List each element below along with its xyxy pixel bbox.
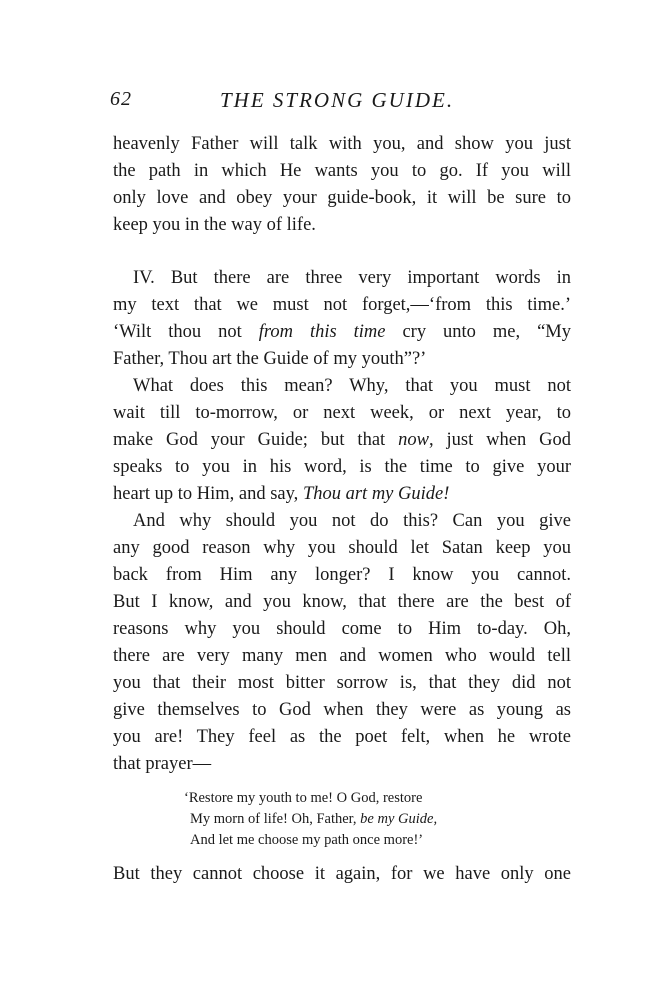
body-text — [113, 131, 571, 888]
text-line: And why should you not do this? Can you give — [133, 511, 571, 531]
text-line — [113, 319, 571, 346]
final-text-line: But they cannot choose it again, for we have only one — [113, 864, 571, 884]
text-line: give themselves to God when they were as young as — [113, 700, 571, 720]
text-line: wait till to-morrow, or next week, or next year, to — [113, 403, 571, 423]
verse-line: And let me choose my path once more!’ — [190, 832, 424, 848]
paragraph-4 — [113, 508, 571, 778]
text-line: heavenly Father will talk with you, and show you just — [113, 134, 571, 154]
text-line: back from Him any longer? I know you cannot. — [113, 565, 571, 585]
page-header — [110, 88, 580, 118]
text-run: cry unto me, “My — [385, 322, 571, 342]
text-line: my text that we must not forget,—‘from this time.’ — [113, 295, 571, 315]
text-line: the path in which He wants you to go. If you will — [113, 161, 571, 181]
text-line: you that their most bitter sorrow is, that they did not — [113, 673, 571, 693]
text-run: My morn of life! Oh, Father, — [190, 811, 361, 827]
text-line: keep you in the way of life. — [113, 215, 316, 235]
text-line: only love and obey your guide-book, it will be sure to — [113, 188, 571, 208]
verse-quotation — [184, 788, 571, 851]
text-run: heart up to Him, and say, — [113, 484, 303, 504]
running-head: THE STRONG GUIDE. — [220, 88, 455, 112]
verse-line: ‘Restore my youth to me! O God, restore — [184, 790, 423, 806]
text-line: speaks to you in his word, is the time to give your — [113, 457, 571, 477]
italic-phrase: from this time — [258, 322, 386, 342]
text-line: any good reason why you should let Satan keep you — [113, 538, 571, 558]
text-run: make God your Guide; but that — [113, 430, 399, 450]
text-line — [113, 481, 571, 508]
page-number: 62 — [110, 88, 132, 110]
paragraph-1 — [113, 131, 571, 239]
text-line: But I know, and you know, that there are the best of — [113, 592, 571, 612]
paragraph-2 — [113, 265, 571, 373]
text-run: , just when God — [428, 430, 571, 450]
text-line: Father, Thou art the Guide of my youth”?’ — [113, 349, 427, 369]
text-line: IV. But there are three very important words in — [133, 268, 571, 288]
text-line: you are! They feel as the poet felt, when he wrote — [113, 727, 571, 747]
text-line — [113, 427, 571, 454]
text-line: reasons why you should come to Him to-day. Oh, — [113, 619, 571, 639]
verse-line — [184, 809, 571, 830]
italic-phrase: be my Guide, — [360, 811, 438, 827]
paragraph-3 — [113, 373, 571, 508]
italic-phrase: Thou art my Guide! — [302, 484, 450, 504]
text-line: there are very many men and women who would tell — [113, 646, 571, 666]
text-run: ‘Wilt thou not — [113, 322, 259, 342]
italic-word: now — [398, 430, 429, 450]
text-line: that prayer— — [113, 754, 212, 774]
text-line: What does this mean? Why, that you must not — [133, 376, 571, 396]
